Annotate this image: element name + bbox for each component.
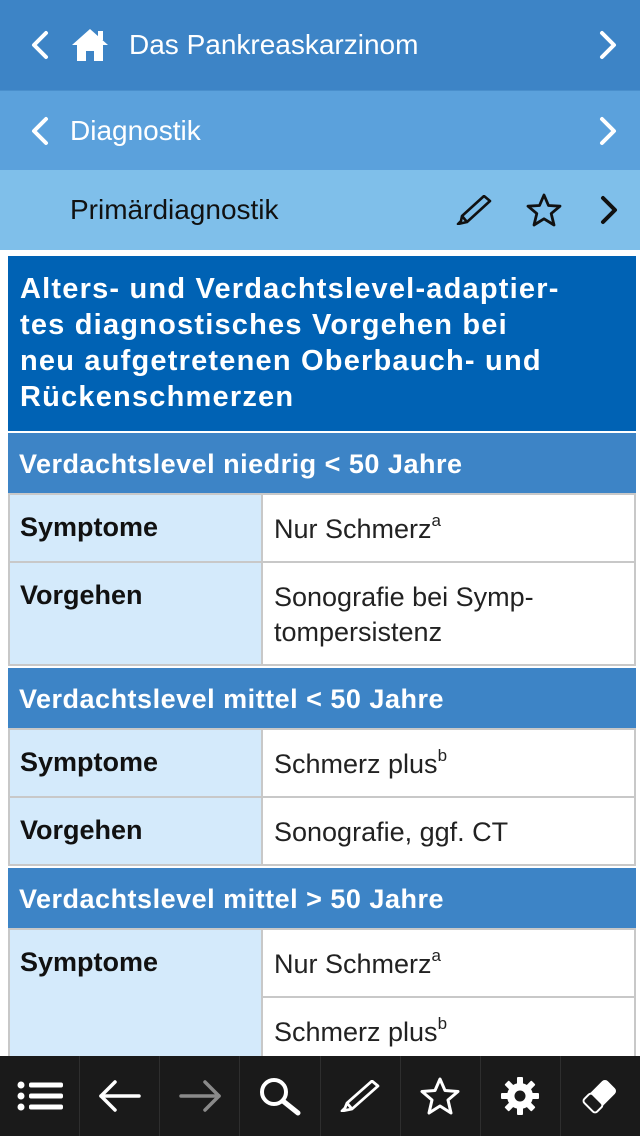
- table-row: [9, 562, 635, 665]
- row-value: Sonografie, ggf. CT: [262, 797, 635, 865]
- content-area[interactable]: [8, 256, 636, 1056]
- forward-button[interactable]: [159, 1056, 239, 1136]
- back-arrow-icon: [98, 1079, 142, 1113]
- chevron-left-icon[interactable]: [26, 116, 56, 146]
- row-label: Symptome: [9, 494, 262, 562]
- title-line: Alters- und Verdachtslevel-adaptier-: [20, 273, 560, 305]
- notes-button[interactable]: [320, 1056, 400, 1136]
- section-heading: Verdachtslevel niedrig < 50 Jahre: [8, 431, 636, 493]
- settings-button[interactable]: [480, 1056, 560, 1136]
- pencil-icon: [455, 195, 493, 225]
- nav-level-3: [0, 170, 640, 250]
- nav-level-3-label: Primärdiagnostik: [70, 194, 279, 225]
- forward-arrow-icon: [178, 1079, 222, 1113]
- favorites-button[interactable]: [400, 1056, 480, 1136]
- favorite-button[interactable]: [524, 190, 564, 230]
- footnote-link[interactable]: b: [437, 1014, 448, 1033]
- nav-level-2[interactable]: [0, 90, 640, 170]
- row-value: [262, 997, 635, 1056]
- nav-level-1[interactable]: [0, 0, 640, 90]
- value-text: Schmerz plus: [274, 749, 438, 779]
- value-text: Schmerz plus: [274, 1017, 438, 1047]
- value-line: tompersistenz: [274, 617, 443, 647]
- title-line: Rückenschmerzen: [20, 381, 295, 413]
- search-button[interactable]: [239, 1056, 319, 1136]
- section-table: [8, 493, 636, 666]
- row-label: Vorgehen: [9, 797, 262, 865]
- chevron-right-icon[interactable]: [592, 30, 622, 60]
- star-icon: [526, 193, 562, 227]
- edit-note-button[interactable]: [454, 190, 494, 230]
- gear-icon: [500, 1076, 540, 1116]
- footnote-link[interactable]: a: [431, 946, 441, 965]
- table-row: [9, 929, 635, 997]
- table-of-contents-button[interactable]: [0, 1056, 79, 1136]
- table-title: [8, 256, 636, 431]
- chevron-right-icon: [593, 195, 623, 225]
- pencil-icon: [339, 1080, 381, 1112]
- value-text: Nur Schmerz: [274, 949, 432, 979]
- value-text: Nur Schmerz: [274, 514, 432, 544]
- footnote-link[interactable]: b: [437, 746, 448, 765]
- next-page-button[interactable]: [588, 190, 628, 230]
- title-line: neu aufgetretenen Oberbauch- und: [20, 345, 542, 377]
- section-heading: Verdachtslevel mittel < 50 Jahre: [8, 666, 636, 728]
- table-row: [9, 729, 635, 797]
- title-line: tes diagnostisches Vorgehen bei: [20, 309, 508, 341]
- table-row: [9, 494, 635, 562]
- row-label: Vorgehen: [9, 562, 262, 665]
- search-icon: [258, 1076, 302, 1116]
- nav-level-2-label[interactable]: Diagnostik: [70, 114, 201, 146]
- value-line: Sonografie bei Symp-: [274, 582, 534, 612]
- list-icon: [16, 1081, 64, 1111]
- chevron-right-icon[interactable]: [592, 116, 622, 146]
- table-row: [9, 797, 635, 865]
- star-icon: [420, 1077, 460, 1115]
- nav-level-1-label[interactable]: Das Pankreaskarzinom: [129, 29, 419, 60]
- row-value: [262, 562, 635, 665]
- back-button[interactable]: [79, 1056, 159, 1136]
- row-label: Symptome: [9, 729, 262, 797]
- row-value: [262, 729, 635, 797]
- section-table: [8, 728, 636, 866]
- row-value: [262, 929, 635, 997]
- row-value: [262, 494, 635, 562]
- eraser-button[interactable]: [560, 1056, 640, 1136]
- row-label: Symptome: [9, 929, 262, 1056]
- home-icon[interactable]: [70, 27, 110, 63]
- footnote-link[interactable]: a: [431, 511, 441, 530]
- section-table: [8, 928, 636, 1056]
- chevron-left-icon[interactable]: [26, 30, 56, 60]
- eraser-icon: [580, 1076, 620, 1116]
- section-heading: Verdachtslevel mittel > 50 Jahre: [8, 866, 636, 928]
- bottom-toolbar: [0, 1056, 640, 1136]
